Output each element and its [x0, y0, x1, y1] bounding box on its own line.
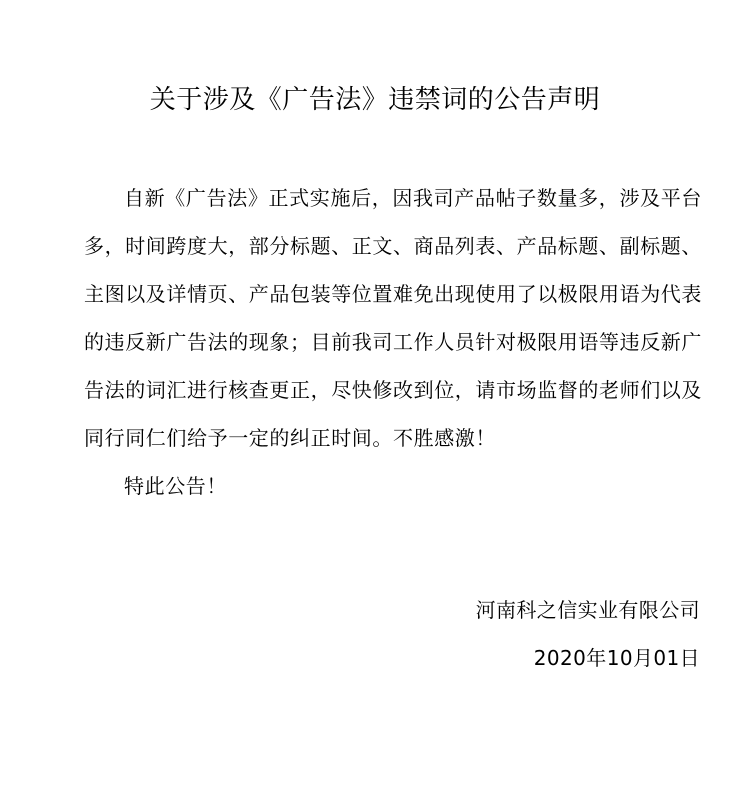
- document-body: [84, 174, 702, 510]
- announcement-date: 2020年10月01日: [533, 646, 700, 670]
- signature-block: [476, 586, 700, 682]
- closing-line: 特此公告！: [124, 474, 227, 498]
- document-title: 关于涉及《广告法》违禁词的公告声明: [149, 85, 601, 115]
- company-name: 河南科之信实业有限公司: [475, 598, 700, 622]
- announcement-paragraph: 自新《广告法》正式实施后，因我司产品帖子数量多，涉及平台多，时间跨度大，部分标题、正文、商品列表、产品标题、副标题、主图以及详情页、产品包装等位置难免出现使用了以极限用语为代表的违反新广告法的现象；目前我司工作人员针对极限用语等违反新广告法的词汇进行核查更正，尽快修改到位，请市场监督的老师们以及同行同仁们给予一定的纠正时间。不胜感激！: [84, 186, 702, 450]
